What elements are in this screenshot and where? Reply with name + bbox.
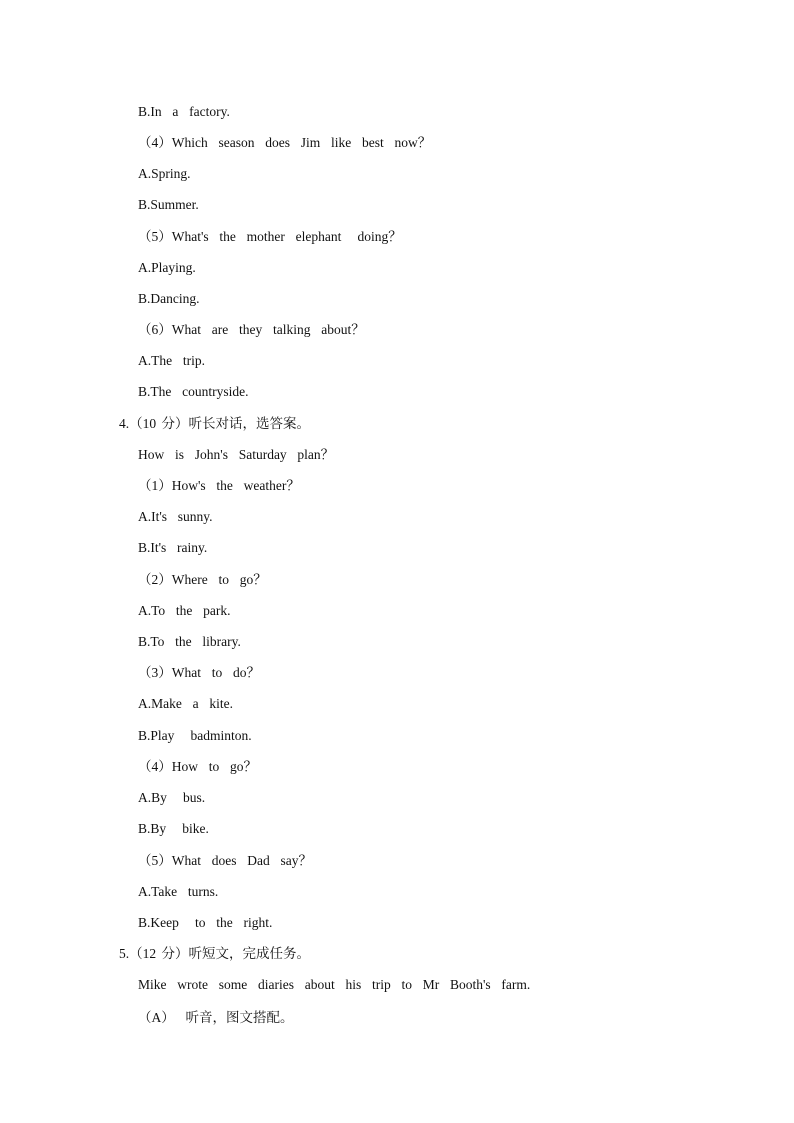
option-b: B.Dancing.: [138, 291, 200, 306]
question-5-intro: Mike wrote some diaries about his trip to Mr Booth's farm.: [138, 977, 531, 992]
question-4-heading: 4.（10 分）听长对话，选答案。: [119, 416, 310, 431]
option-b: B.It's rainy.: [138, 540, 208, 555]
option-b: B.To the library.: [138, 634, 241, 649]
sub-question-4: （4）Which season does Jim like best now？: [138, 135, 432, 150]
option-a: A.It's sunny.: [138, 509, 213, 524]
option-a: A.Playing.: [138, 260, 196, 275]
task-a-heading: （A） 听音，图文搭配。: [138, 1010, 294, 1025]
option-b: B.In a factory.: [138, 104, 230, 119]
option-a: A.Take turns.: [138, 884, 219, 899]
option-b: B.Summer.: [138, 197, 199, 212]
question-5-heading: 5.（12 分）听短文，完成任务。: [119, 946, 310, 961]
option-a: A.To the park.: [138, 603, 231, 618]
sub-question-2: （2）Where to go？: [138, 572, 267, 587]
sub-question-5: （5）What does Dad say？: [138, 853, 312, 868]
sub-question-5: （5）What's the mother elephant doing？: [138, 229, 402, 244]
option-b: B.The countryside.: [138, 384, 249, 399]
sub-question-1: （1）How's the weather？: [138, 478, 300, 493]
option-a: A.Spring.: [138, 166, 191, 181]
question-4-intro: How is John's Saturday plan？: [138, 447, 335, 462]
sub-question-6: （6）What are they talking about？: [138, 322, 365, 337]
option-a: A.Make a kite.: [138, 696, 233, 711]
option-b: B.Play badminton.: [138, 728, 252, 743]
sub-question-4: （4）How to go？: [138, 759, 257, 774]
option-b: B.By bike.: [138, 821, 209, 836]
option-a: A.By bus.: [138, 790, 206, 805]
sub-question-3: （3）What to do？: [138, 665, 260, 680]
option-a: A.The trip.: [138, 353, 205, 368]
option-b: B.Keep to the right.: [138, 915, 273, 930]
